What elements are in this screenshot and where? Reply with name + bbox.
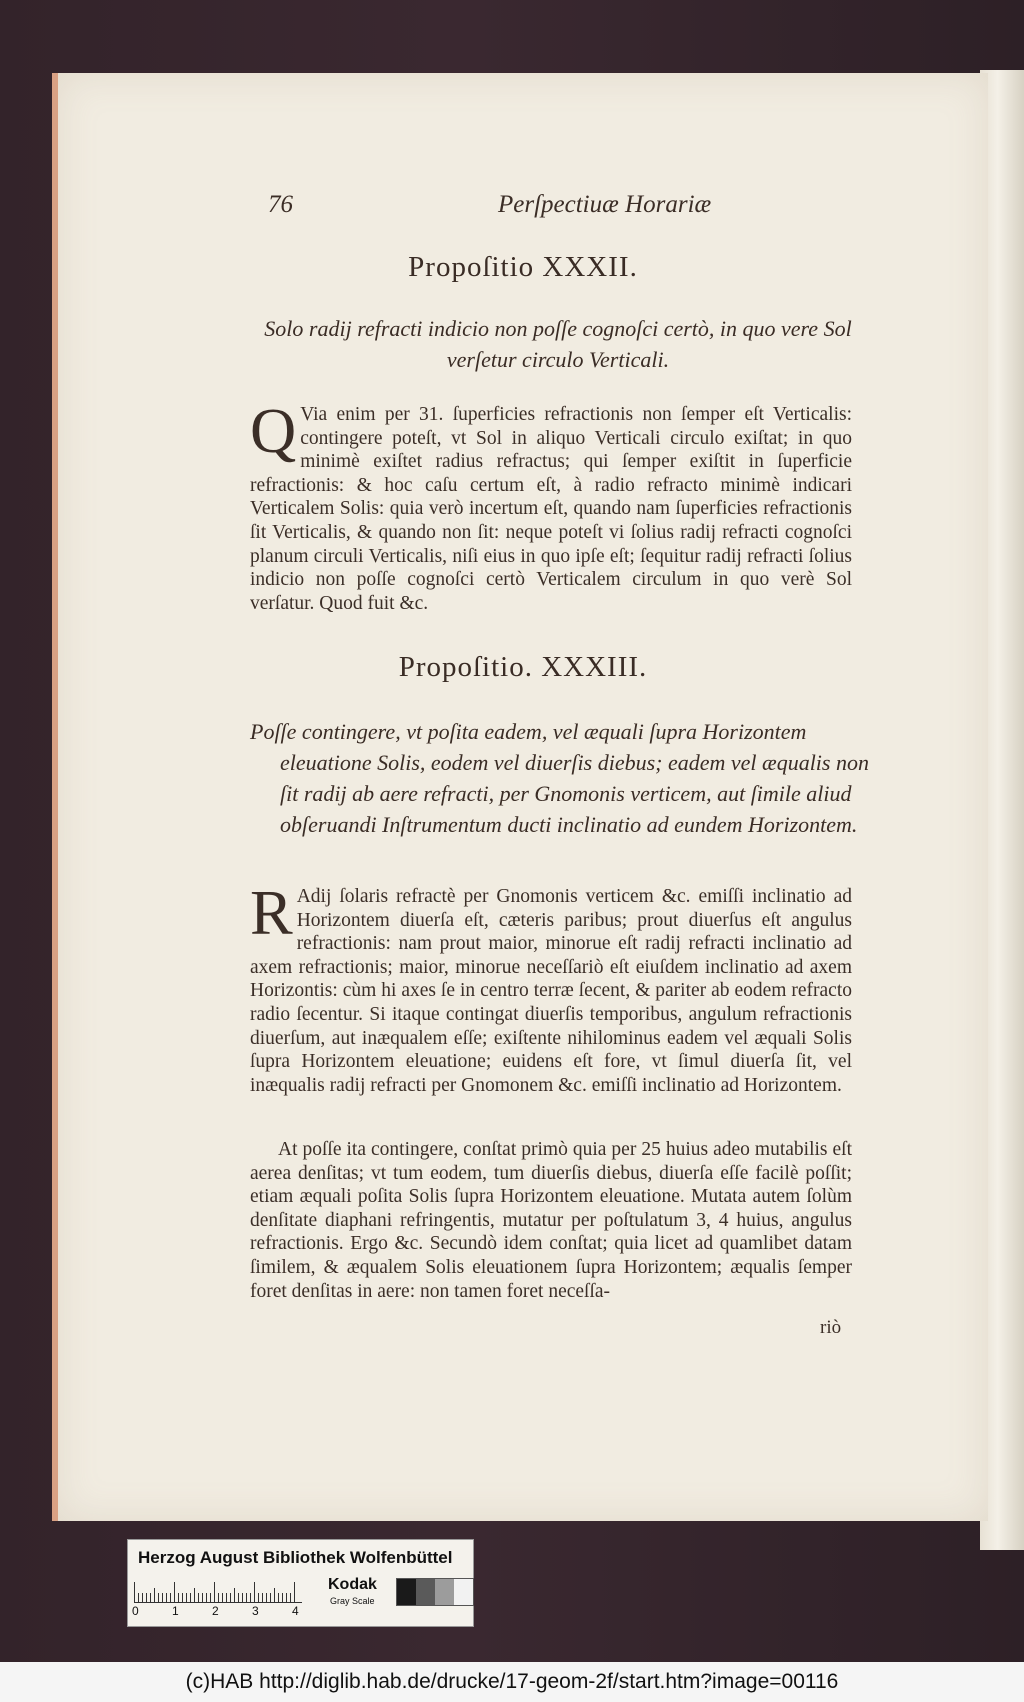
gray-swatch: [416, 1579, 435, 1605]
proposition-33-text: Adij ſolaris refractè per Gnomonis verticem &c. emiſſi inclinatio ad Horizontem diuerſa eſt, cæteris paribus; prout diuerſus eſt angulus refractionis: nam prout maior, minorue eſt radij refracti inclinatio ad axem refractionis; maior, minorue neceſſariò eſt eiuſdem inclinatio ad axem Horizontis: cùm hi axes ſe in centro terræ ſecent, & pariter ab eodem refracto radio ſecentur. Si itaque contingat diuerſis temporibus, angulum refractionis diuerſum, aut inæqualem eſſe; exiſtente nihilominus eadem vel æquali Solis ſupra Horizontem eleuatione; euidens eſt fore, vt ſimul diuerſa ſit, vel inæqualis radij refracti per Gnomonem &c. emiſſi inclinatio ad Horizontem.: [250, 886, 852, 1096]
ruler-tick: [150, 1593, 151, 1602]
ruler-tick: [166, 1593, 167, 1602]
ruler-tick: [218, 1593, 219, 1602]
library-name: Herzog August Bibliothek Wolfenbüttel: [138, 1548, 453, 1567]
dropcap-q: Q: [250, 395, 297, 466]
ruler-tick: [242, 1593, 243, 1602]
ruler-tick: [154, 1588, 155, 1602]
ruler-tick: [246, 1593, 247, 1602]
ruler-tick: [286, 1593, 287, 1602]
ruler-tick: [214, 1582, 215, 1602]
catchword: riò: [820, 1317, 842, 1338]
ruler-number: 4: [292, 1604, 299, 1618]
ruler-tick: [170, 1593, 171, 1602]
ruler-tick: [266, 1593, 267, 1602]
ruler-tick: [186, 1593, 187, 1602]
ruler-tick: [234, 1588, 235, 1602]
ruler-tick: [162, 1593, 163, 1602]
ruler-tick: [138, 1593, 139, 1602]
ruler-number: 3: [252, 1604, 259, 1618]
ruler-tick: [174, 1582, 175, 1602]
gray-swatch: [435, 1579, 454, 1605]
book-page: [52, 73, 988, 1521]
ruler-tick: [238, 1593, 239, 1602]
ruler-tick: [198, 1593, 199, 1602]
ruler-tick: [182, 1593, 183, 1602]
ruler-tick: [202, 1593, 203, 1602]
ruler-tick: [262, 1593, 263, 1602]
ruler-tick: [178, 1593, 179, 1602]
proposition-33-enunciation: Poſſe contingere, vt poſita eadem, vel æquali ſupra Horizontem eleuatione Solis, eodem vel diuerſis diebus; eadem vel æqualis non ſit radij ab aere refracti, per Gnomonis verticem, aut ſimile aliud obſeruandi Inſtrumentum ducti inclinatio ad eundem Horizontem.: [250, 719, 869, 837]
ruler-tick: [230, 1593, 231, 1602]
ruler-tick: [206, 1593, 207, 1602]
ruler: [134, 1580, 302, 1603]
ruler-tick: [146, 1593, 147, 1602]
ruler-tick: [142, 1593, 143, 1602]
ruler-tick: [294, 1582, 295, 1602]
ruler-tick: [282, 1593, 283, 1602]
ruler-tick: [134, 1582, 135, 1602]
kodak-brand: Kodak: [328, 1576, 377, 1593]
ruler-tick: [210, 1593, 211, 1602]
ruler-tick: [250, 1593, 251, 1602]
dropcap-r: R: [250, 877, 293, 948]
ruler-number: 2: [212, 1604, 219, 1618]
ruler-tick: [254, 1582, 255, 1602]
proposition-32-text: Via enim per 31. ſuperficies refractionis non ſemper eſt Verticalis: contingere poteſt, vt Sol in aliquo Verticali circulo exiſtat; in quo minimè exiſtet radius refractus; qui ſemper exiſtit in ſuperficie refractionis: & hoc caſu certum eſt, à radio refracto minimè indicari Verticalem Solis: quia verò incertum eſt, quando nam ſuperficies refractionis ſit Verticalis, & quando non ſit: neque poteſt vi ſolius radij refracti cognoſci planum circuli Verticalis, niſi eius in quo ipſe eſt; ſequitur radij refracti ſolius indicio non poſſe cognoſci certò Verticalem circulum in quo verè Sol verſatur. Quod fuit &c.: [250, 404, 852, 614]
page-number: 76: [268, 191, 293, 218]
proposition-33-body: [250, 877, 852, 1097]
proposition-33-paragraph-2: At poſſe ita contingere, conſtat primò quia per 25 huius adeo mutabilis eſt aerea denſitas; vt tum eodem, tum diuerſis diebus, diuerſa eſſe facilè poſſit; etiam æquali poſita Solis ſupra Horizontem eleuatione. Mutata autem ſolùm denſitate diaphani refringentis, mutatur per poſtulatum 3, 4 huius, angulus refractionis. Ergo &c. Secundò idem conſtat; quia licet ad quamlibet datam ſimilem, & æqualem Solis eleuationem ſupra Horizontem; æqualis ſemper foret denſitas in aere: non tamen foret neceſſa-: [250, 1139, 852, 1302]
ruler-tick: [158, 1593, 159, 1602]
ruler-tick: [258, 1593, 259, 1602]
ruler-tick: [290, 1593, 291, 1602]
ruler-tick: [270, 1593, 271, 1602]
gray-scale-label: Gray Scale: [330, 1596, 375, 1606]
gray-swatches: [396, 1578, 474, 1606]
credit-bar: [0, 1662, 1024, 1702]
color-calibration-bar: [127, 1539, 474, 1627]
ruler-tick: [190, 1593, 191, 1602]
ruler-tick: [278, 1593, 279, 1602]
ruler-tick: [226, 1593, 227, 1602]
proposition-32-title: Propoſitio XXXII.: [408, 251, 638, 283]
proposition-32-body: [250, 395, 852, 615]
running-head: Perſpectiuæ Horariæ: [498, 191, 712, 218]
ruler-tick: [194, 1588, 195, 1602]
gray-swatch: [454, 1579, 473, 1605]
credit-line: (c)HAB http://diglib.hab.de/drucke/17-geom-2f/start.htm?image=00116: [185, 1670, 839, 1693]
proposition-32-enunciation: Solo radij refracti indicio non poſſe cognoſci certò, in quo vere Sol verſetur circulo Verticali.: [264, 316, 852, 372]
ruler-number: 1: [172, 1604, 179, 1618]
ruler-number: 0: [132, 1604, 139, 1618]
proposition-33-title: Propoſitio. XXXIII.: [398, 651, 648, 683]
gray-swatch: [397, 1579, 416, 1605]
ruler-tick: [274, 1588, 275, 1602]
ruler-tick: [222, 1593, 223, 1602]
